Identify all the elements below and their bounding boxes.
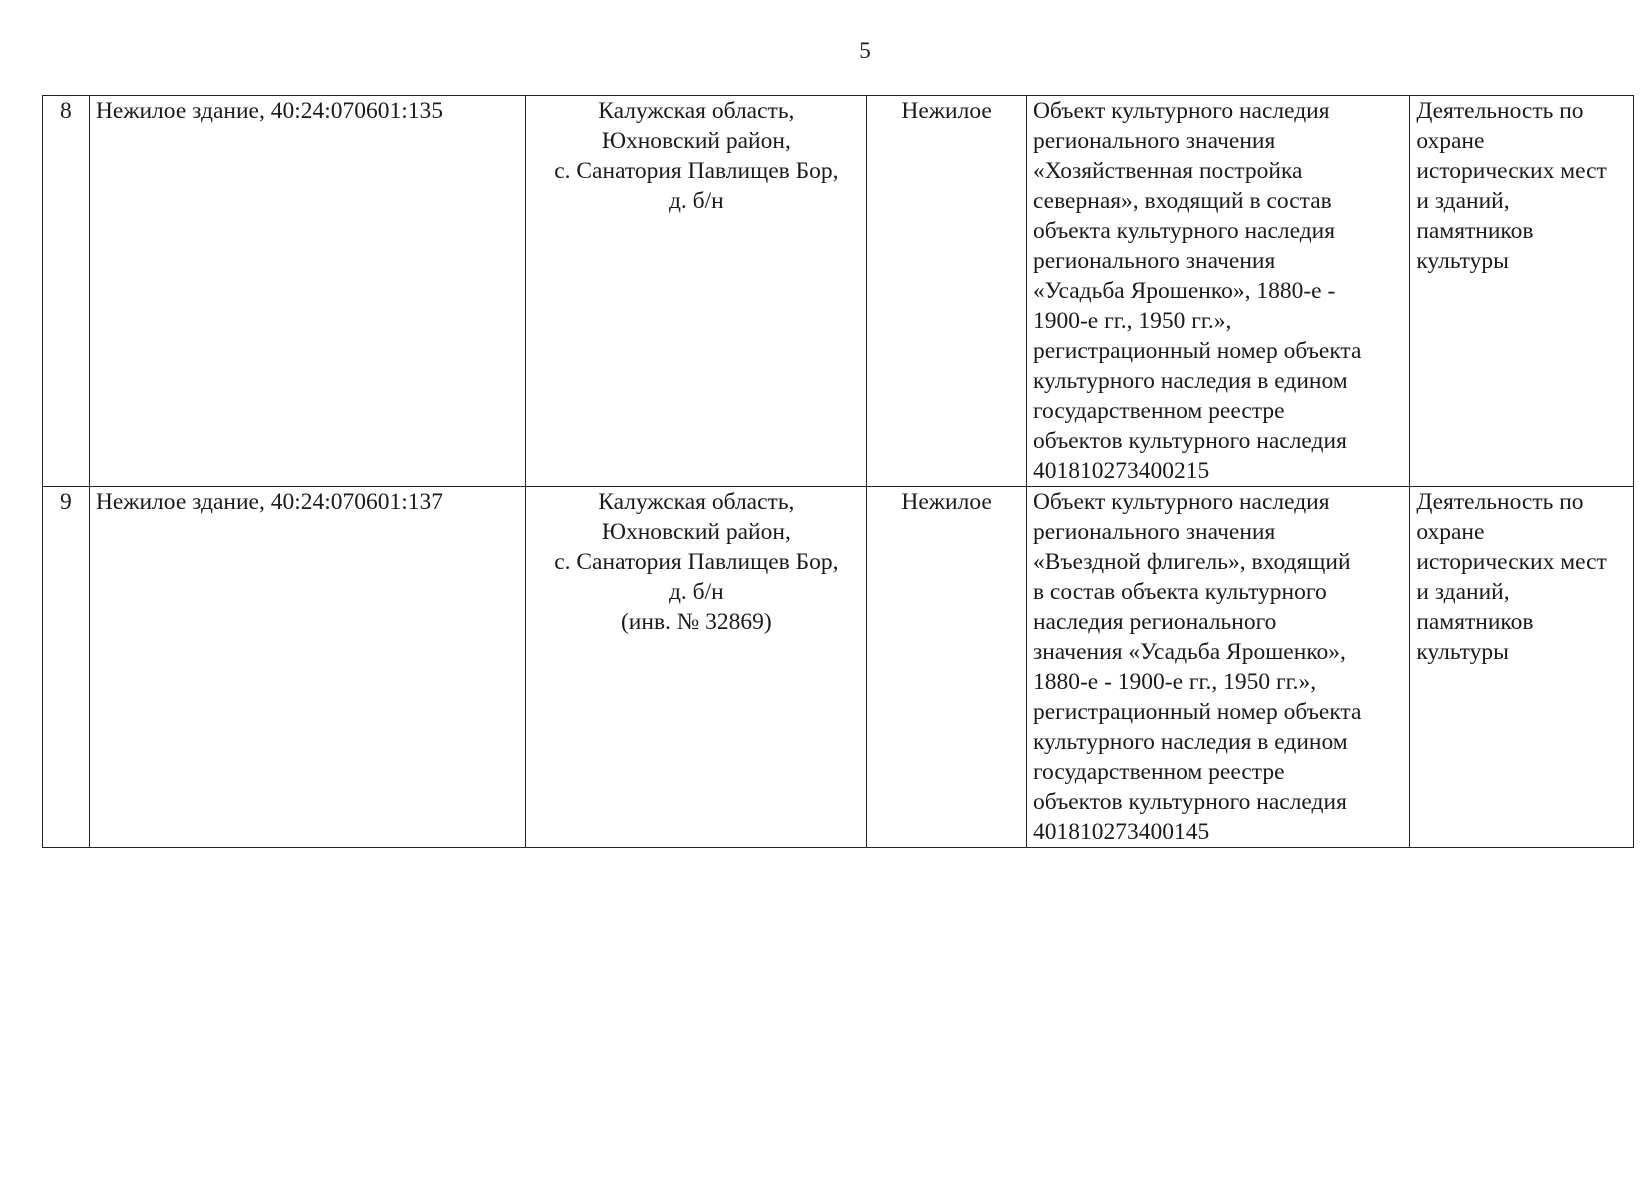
- property-register-table: [42, 95, 1634, 848]
- object-name-cell: Нежилое здание, 40:24:070601:135: [89, 96, 526, 487]
- activity-line: и зданий,: [1416, 579, 1510, 605]
- heritage-line: культурного наследия в едином: [1032, 368, 1348, 394]
- heritage-line: наследия регионального: [1032, 609, 1277, 635]
- purpose-cell: Нежилое: [867, 96, 1027, 487]
- heritage-line: объектов культурного наследия: [1032, 789, 1347, 815]
- heritage-line: государственном реестре: [1032, 759, 1285, 785]
- activity-line: памятников: [1416, 609, 1534, 635]
- activity-cell: [1410, 487, 1634, 848]
- activity-line: охране: [1416, 519, 1485, 545]
- heritage-line: 1880-е - 1900-е гг., 1950 гг.»,: [1032, 669, 1317, 695]
- heritage-description-cell: [1026, 487, 1409, 848]
- heritage-line: регионального значения: [1032, 248, 1276, 274]
- activity-line: Деятельность по: [1416, 98, 1584, 124]
- activity-line: и зданий,: [1416, 188, 1510, 214]
- address-line: Калужская область,: [598, 98, 795, 124]
- heritage-line: «Усадьба Ярошенко», 1880-е -: [1032, 278, 1336, 304]
- activity-line: культуры: [1416, 639, 1509, 665]
- activity-line: Деятельность по: [1416, 489, 1584, 515]
- heritage-line: «Хозяйственная постройка: [1032, 158, 1303, 184]
- row-number-cell: 8: [43, 96, 90, 487]
- heritage-line: «Въездной флигель», входящий: [1032, 549, 1351, 575]
- heritage-description-cell: [1026, 96, 1409, 487]
- heritage-line: регистрационный номер объекта: [1032, 699, 1362, 725]
- activity-line: исторических мест: [1416, 158, 1607, 184]
- activity-line: охране: [1416, 128, 1485, 154]
- address-line: (инв. № 32869): [620, 609, 772, 635]
- heritage-line: объектов культурного наследия: [1032, 428, 1347, 454]
- address-line: Юхновский район,: [601, 128, 791, 154]
- address-cell: [526, 487, 867, 848]
- address-cell: [526, 96, 867, 487]
- heritage-line: регионального значения: [1032, 128, 1276, 154]
- address-line: Калужская область,: [598, 489, 795, 515]
- address-line: с. Санатория Павлищев Бор,: [554, 158, 839, 184]
- address-line: с. Санатория Павлищев Бор,: [554, 549, 839, 575]
- heritage-line: государственном реестре: [1032, 398, 1285, 424]
- activity-line: исторических мест: [1416, 549, 1607, 575]
- object-name-cell: Нежилое здание, 40:24:070601:137: [89, 487, 526, 848]
- address-line: д. б/н: [668, 579, 724, 605]
- heritage-line: культурного наследия в едином: [1032, 729, 1348, 755]
- address-line: д. б/н: [668, 188, 724, 214]
- heritage-line: 401810273400145: [1032, 819, 1210, 845]
- heritage-line: регистрационный номер объекта: [1032, 338, 1362, 364]
- purpose-cell: Нежилое: [867, 487, 1027, 848]
- heritage-line: объекта культурного наследия: [1032, 218, 1336, 244]
- activity-cell: [1410, 96, 1634, 487]
- table-row: [43, 96, 1634, 487]
- activity-line: культуры: [1416, 248, 1509, 274]
- heritage-line: Объект культурного наследия: [1032, 98, 1330, 124]
- heritage-line: значения «Усадьба Ярошенко»,: [1032, 639, 1346, 665]
- activity-line: памятников: [1416, 218, 1534, 244]
- heritage-line: в состав объекта культурного: [1032, 579, 1327, 605]
- page-number: 5: [859, 38, 871, 63]
- address-line: Юхновский район,: [601, 519, 791, 545]
- heritage-line: северная», входящий в состав: [1032, 188, 1332, 214]
- heritage-line: регионального значения: [1032, 519, 1276, 545]
- heritage-line: Объект культурного наследия: [1032, 489, 1330, 515]
- heritage-line: 1900-е гг., 1950 гг.»,: [1032, 308, 1232, 334]
- heritage-line: 401810273400215: [1032, 458, 1210, 484]
- table-row: [43, 487, 1634, 848]
- row-number-cell: 9: [43, 487, 90, 848]
